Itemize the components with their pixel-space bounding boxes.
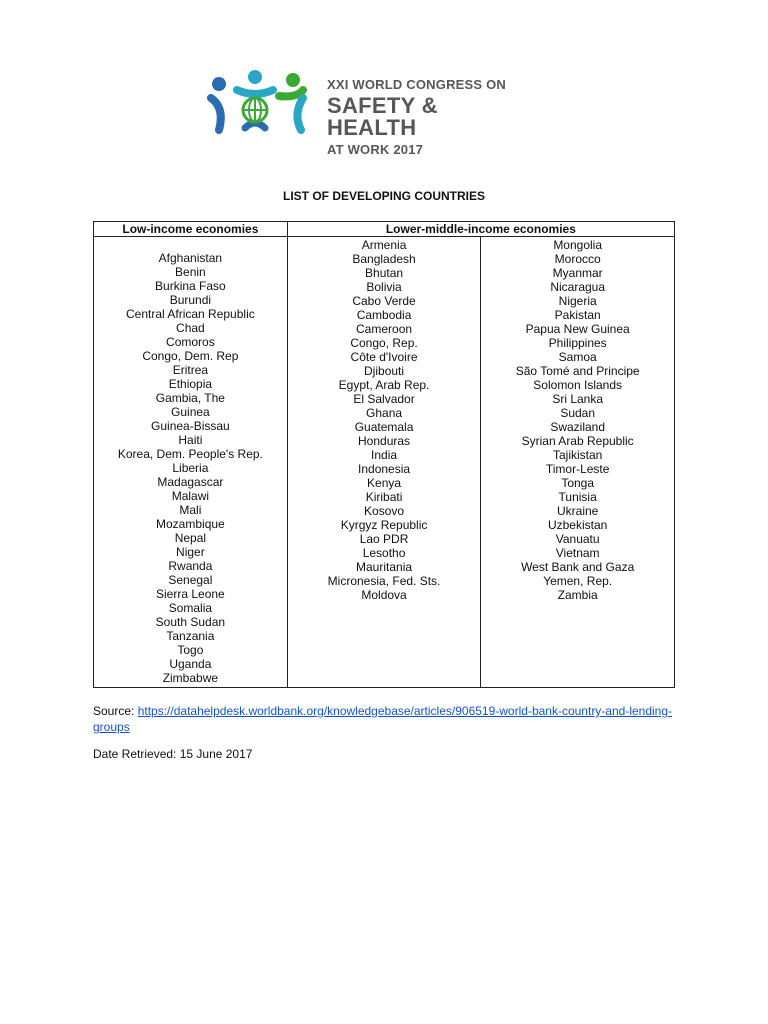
country-item: Korea, Dem. People's Rep. bbox=[117, 447, 263, 461]
country-item: Nepal bbox=[174, 531, 207, 545]
document-title: LIST OF DEVELOPING COUNTRIES bbox=[282, 189, 485, 203]
source-label: Source: bbox=[93, 704, 138, 718]
logo-text bbox=[327, 78, 527, 156]
country-item: Madagascar bbox=[157, 475, 224, 489]
country-item: Morocco bbox=[554, 252, 601, 266]
country-item: Niger bbox=[176, 545, 205, 559]
country-item: Tunisia bbox=[558, 490, 597, 504]
country-item: Lesotho bbox=[362, 546, 406, 560]
country-item: Indonesia bbox=[358, 462, 411, 476]
country-item: Bolivia bbox=[366, 280, 402, 294]
date-retrieved: Date Retrieved: 15 June 2017 bbox=[93, 747, 253, 761]
country-item: Egypt, Arab Rep. bbox=[338, 378, 430, 392]
congress-logo bbox=[207, 68, 527, 157]
country-item: Guinea-Bissau bbox=[151, 419, 230, 433]
country-item: Guinea bbox=[171, 405, 210, 419]
source-link[interactable]: https://datahelpdesk.worldbank.org/knowledgebase/articles/906519-world-bank-country-and-lending-groups bbox=[93, 704, 673, 734]
lower-middle-list-b bbox=[481, 238, 674, 602]
lower-middle-cell-b bbox=[481, 237, 675, 688]
country-item: Micronesia, Fed. Sts. bbox=[327, 574, 441, 588]
country-item: Somalia bbox=[168, 601, 213, 615]
country-item: El Salvador bbox=[353, 392, 415, 406]
country-item: Ethiopia bbox=[168, 377, 213, 391]
country-item: Cabo Verde bbox=[352, 294, 416, 308]
country-item: Kenya bbox=[367, 476, 402, 490]
country-item: West Bank and Gaza bbox=[521, 560, 635, 574]
country-item: Honduras bbox=[358, 434, 411, 448]
country-item: Moldova bbox=[361, 588, 407, 602]
country-item: Eritrea bbox=[172, 363, 209, 377]
country-item: Gambia, The bbox=[155, 391, 225, 405]
header-lower-middle-income: Lower-middle-income economies bbox=[287, 222, 674, 237]
header-low-income: Low-income economies bbox=[94, 222, 288, 237]
table-body-row bbox=[94, 237, 675, 688]
country-item: Mongolia bbox=[553, 238, 603, 252]
country-item: São Tomé and Principe bbox=[515, 364, 640, 378]
country-item: Zimbabwe bbox=[162, 671, 219, 685]
country-item: Bhutan bbox=[365, 266, 404, 280]
low-income-cell bbox=[94, 237, 288, 688]
country-item: Sudan bbox=[560, 406, 596, 420]
country-item: Armenia bbox=[361, 238, 407, 252]
country-item: Central African Republic bbox=[126, 307, 255, 321]
logo-line-3: AT WORK 2017 bbox=[327, 142, 424, 157]
country-item: Nigeria bbox=[558, 294, 597, 308]
country-item: Kiribati bbox=[365, 490, 403, 504]
country-item: Kosovo bbox=[364, 504, 405, 518]
country-item: Bangladesh bbox=[352, 252, 416, 266]
country-item: Tajikistan bbox=[552, 448, 603, 462]
country-item: Yemen, Rep. bbox=[543, 574, 613, 588]
country-item: Mauritania bbox=[356, 560, 413, 574]
country-item: Guatemala bbox=[354, 420, 414, 434]
country-item: Lao PDR bbox=[359, 532, 409, 546]
logo-line-2: SAFETY & HEALTH bbox=[327, 93, 438, 140]
country-item: Togo bbox=[177, 643, 204, 657]
country-item: Malawi bbox=[171, 489, 210, 503]
country-item: Burundi bbox=[169, 293, 212, 307]
country-item: Vanuatu bbox=[555, 532, 600, 546]
country-item: Afghanistan bbox=[158, 251, 223, 265]
country-item: Liberia bbox=[172, 461, 209, 475]
country-item: Papua New Guinea bbox=[525, 322, 630, 336]
country-item: Comoros bbox=[166, 335, 215, 349]
country-item: Côte d'Ivoire bbox=[350, 350, 418, 364]
country-item: Mali bbox=[179, 503, 202, 517]
countries-table bbox=[93, 221, 675, 688]
congress-emblem-icon bbox=[207, 68, 317, 134]
country-item: Haiti bbox=[178, 433, 203, 447]
source-note bbox=[93, 703, 693, 735]
country-item: Myanmar bbox=[552, 266, 603, 280]
low-income-list bbox=[94, 251, 287, 685]
country-item: Uzbekistan bbox=[547, 518, 608, 532]
country-item: Cambodia bbox=[356, 308, 412, 322]
country-item: Sri Lanka bbox=[552, 392, 604, 406]
country-item: Congo, Rep. bbox=[350, 336, 418, 350]
country-item: Mozambique bbox=[156, 517, 225, 531]
table-header-row bbox=[94, 222, 675, 237]
logo-line-1: XXI WORLD CONGRESS ON bbox=[327, 77, 506, 92]
country-item: Djibouti bbox=[364, 364, 405, 378]
country-item: Rwanda bbox=[168, 559, 213, 573]
country-item: Kyrgyz Republic bbox=[340, 518, 428, 532]
country-item: Ghana bbox=[366, 406, 403, 420]
country-item: Syrian Arab Republic bbox=[521, 434, 634, 448]
country-item: Samoa bbox=[558, 350, 597, 364]
lower-middle-cell-a bbox=[287, 237, 481, 688]
country-item: Philippines bbox=[548, 336, 607, 350]
country-item: Ukraine bbox=[556, 504, 599, 518]
country-item: Sierra Leone bbox=[156, 587, 225, 601]
country-item: Zambia bbox=[557, 588, 598, 602]
country-item: Nicaragua bbox=[550, 280, 606, 294]
country-item: Tanzania bbox=[166, 629, 215, 643]
country-item: Vietnam bbox=[555, 546, 600, 560]
country-item: Uganda bbox=[169, 657, 212, 671]
country-item: Chad bbox=[176, 321, 205, 335]
country-item: India bbox=[371, 448, 398, 462]
country-item: Congo, Dem. Rep bbox=[142, 349, 239, 363]
country-item: Pakistan bbox=[554, 308, 601, 322]
country-item: Senegal bbox=[168, 573, 213, 587]
country-item: Burkina Faso bbox=[155, 279, 226, 293]
lower-middle-list-a bbox=[288, 238, 481, 602]
country-item: Timor-Leste bbox=[545, 462, 610, 476]
country-item: Solomon Islands bbox=[533, 378, 623, 392]
country-item: Cameroon bbox=[356, 322, 413, 336]
country-item: Swaziland bbox=[550, 420, 606, 434]
country-item: Benin bbox=[175, 265, 206, 279]
country-item: Tonga bbox=[561, 476, 595, 490]
country-item: South Sudan bbox=[155, 615, 226, 629]
